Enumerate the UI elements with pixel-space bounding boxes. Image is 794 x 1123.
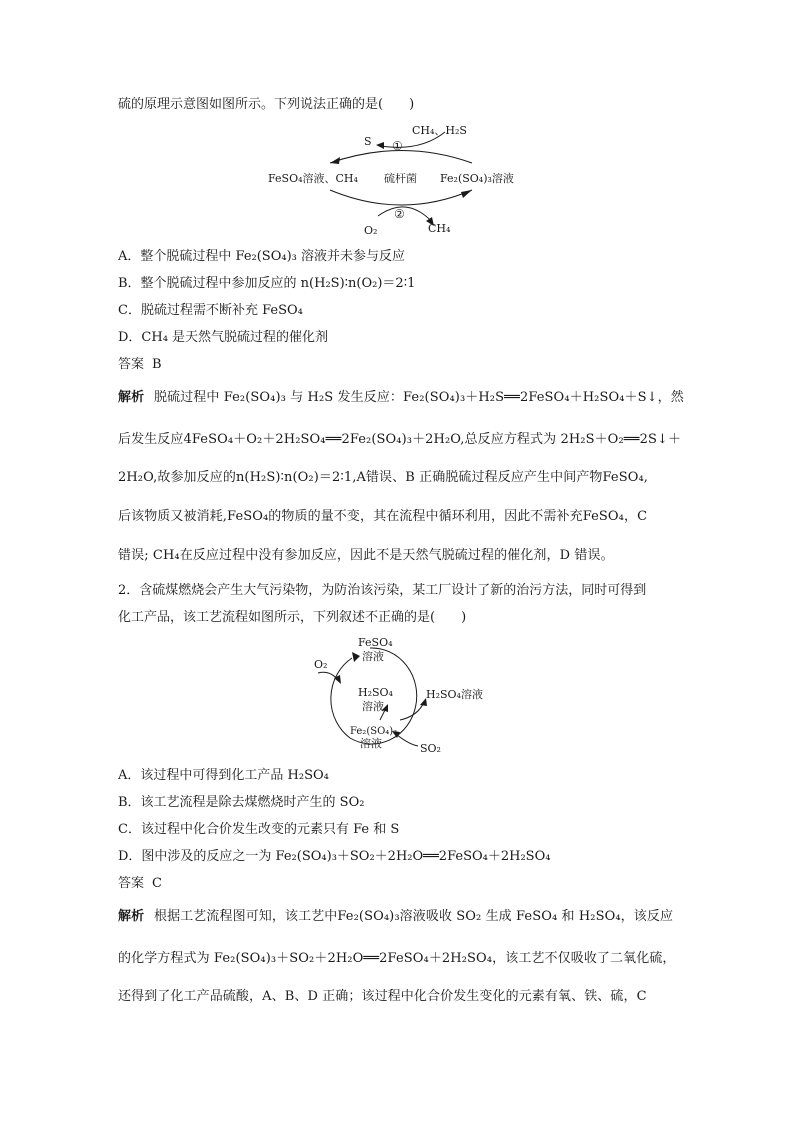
q1-explain-5: 错误; CH₄在反应过程中没有参加反应，因此不是天然气脱硫过程的催化剂，D 错误。 xyxy=(118,548,614,563)
q2-option-a: A．该过程中可得到化工产品 H₂SO₄ xyxy=(118,768,329,783)
ch4-h2s-label: CH₄、H₂S xyxy=(412,124,467,137)
q1-option-a: A．整个脱硫过程中 Fe₂(SO₄)₃ 溶液并未参与反应 xyxy=(118,249,405,264)
q2-option-c: C．该过程中化合价发生改变的元素只有 Fe 和 S xyxy=(118,822,400,837)
s-label: S xyxy=(364,135,372,148)
q2-explain-1: 解析 根据工艺流程图可知，该工艺中Fe₂(SO₄)₃溶液吸收 SO₂ 生成 FeSO₄ 和 H₂SO₄，该反应 xyxy=(118,909,674,924)
so2-label: SO₂ xyxy=(420,742,441,755)
q1-diagram xyxy=(260,120,540,238)
q2-option-b: B．该工艺流程是除去煤燃烧时产生的 SO₂ xyxy=(118,795,365,810)
q1-explain-2: 后发生反应4FeSO₄＋O₂＋2H₂SO₄══2Fe₂(SO₄)₃＋2H₂O,总反应方程式为 2H₂S＋O₂══2S↓＋ xyxy=(118,432,682,447)
q1-stem: 硫的原理示意图如图所示。下列说法正确的是( ) xyxy=(118,97,415,112)
q1-explain-4: 后该物质又被消耗,FeSO₄的物质的量不变，其在流程中循环利用，因此不需补充FeSO₄，C xyxy=(118,509,648,524)
ch4-label: CH₄ xyxy=(428,222,451,235)
q1-option-d: D．CH₄ 是天然气脱硫过程的催化剂 xyxy=(118,330,329,345)
feso4-solution-label: 溶液 xyxy=(362,650,384,663)
q1-option-b: B．整个脱硫过程中参加反应的 n(H₂S)∶n(O₂)＝2∶1 xyxy=(118,276,416,291)
right-label: Fe₂(SO₄)₃溶液 xyxy=(440,172,514,185)
step1-label: ① xyxy=(392,139,403,153)
answer-value: C xyxy=(152,876,162,891)
left-label: FeSO₄溶液、CH₄ xyxy=(268,172,358,185)
q2-stem-1: 2．含硫煤燃烧会产生大气污染物，为防治该污染，某工厂设计了新的治污方法，同时可得到 xyxy=(118,583,647,598)
o2-label: O₂ xyxy=(364,224,378,237)
o2-label: O₂ xyxy=(314,658,328,671)
q2-option-d: D．图中涉及的反应之一为 Fe₂(SO₄)₃＋SO₂＋2H₂O══2FeSO₄＋2H₂SO₄ xyxy=(118,849,551,864)
q2-explain-2: 的化学方程式为 Fe₂(SO₄)₃＋SO₂＋2H₂O══2FeSO₄＋2H₂SO₄，该工艺不仅吸收了二氧化硫， xyxy=(118,951,676,966)
fe2so43-label: Fe₂(SO₄)₃ xyxy=(350,726,398,737)
q2-answer xyxy=(118,875,162,893)
q2-stem-2: 化工产品，该工艺流程如图所示，下列叙述不正确的是( ) xyxy=(118,610,467,625)
feso4-label: FeSO₄ xyxy=(358,636,393,649)
answer-label: 答案 xyxy=(118,876,145,891)
explain-label: 解析 xyxy=(118,390,145,405)
h2so4-solution-label: 溶液 xyxy=(362,700,384,713)
explain-label: 解析 xyxy=(118,909,145,924)
q2-explain-3: 还得到了化工产品硫酸，A、B、D 正确；该过程中化合价发生变化的元素有氧、铁、硫，C xyxy=(118,989,647,1004)
h2so4-label: H₂SO₄ xyxy=(358,686,393,699)
q1-answer xyxy=(118,356,162,374)
step2-label: ② xyxy=(394,207,405,221)
answer-label: 答案 xyxy=(118,357,145,372)
q1-explain-3: 2H₂O,故参加反应的n(H₂S)∶n(O₂)＝2∶1,A错误、B 正确脱硫过程反应产生中间产物FeSO₄, xyxy=(118,470,649,485)
product-label: H₂SO₄溶液 xyxy=(426,688,483,701)
q2-diagram xyxy=(300,628,500,758)
q1-explain-1: 解析 脱硫过程中 Fe₂(SO₄)₃ 与 H₂S 发生反应：Fe₂(SO₄)₃＋H₂S══2FeSO₄＋H₂SO₄＋S↓，然 xyxy=(118,390,684,405)
answer-value: B xyxy=(152,357,162,372)
q1-option-c: C．脱硫过程需不断补充 FeSO₄ xyxy=(118,303,303,318)
fe2so43-solution-label: 溶液 xyxy=(360,737,382,750)
center-label: 硫杆菌 xyxy=(384,172,417,185)
